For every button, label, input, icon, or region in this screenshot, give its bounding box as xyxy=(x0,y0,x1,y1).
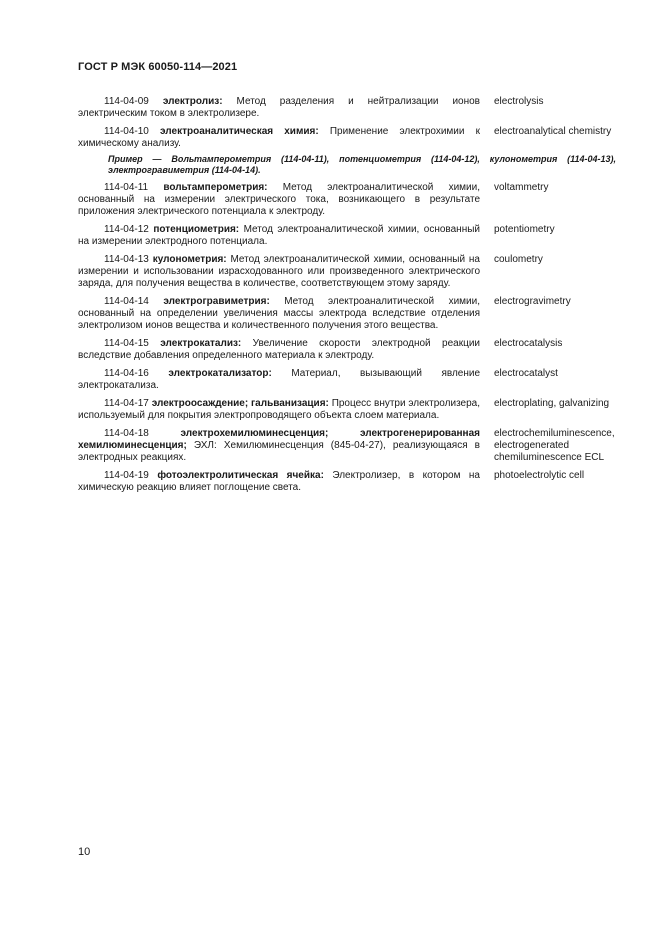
term-number: 114-04-09 xyxy=(104,96,149,107)
term-number: 114-04-13 xyxy=(104,254,149,265)
term-def: Увеличение скорости электродной реакции вследствие добавления определенного материала к электроду. xyxy=(78,338,481,361)
term-definition xyxy=(78,296,480,332)
term-definition xyxy=(78,368,480,392)
english-term: electroplating, galvanizing xyxy=(494,398,610,409)
term-definition xyxy=(78,224,480,248)
term-def: Материал, вызывающий явление электрокатализа. xyxy=(78,368,481,391)
term-number: 114-04-11 xyxy=(104,182,149,193)
term-name: электроаналитическая химия: xyxy=(160,126,319,137)
term-entry-114-04-12 xyxy=(78,224,616,248)
term-definition xyxy=(78,338,480,362)
term-entry-114-04-11 xyxy=(78,182,616,218)
term-number: 114-04-15 xyxy=(104,338,149,349)
english-term: voltammetry xyxy=(494,182,549,193)
example-note: Пример — Вольтамперометрия (114-04-11), потенциометрия (114-04-12), кулонометрия (114-04-13), электрогравиметрия (114-04-14). xyxy=(108,154,616,175)
term-number: 114-04-18 xyxy=(104,428,149,439)
term-def: Процесс внутри электролизера, используемый для покрытия электропроводящего объекта слоем материала. xyxy=(78,398,481,421)
term-entry-114-04-18 xyxy=(78,428,616,464)
english-term: electrochemiluminescence, electrogenerated chemiluminescence ECL xyxy=(494,428,615,463)
english-term: electrocatalysis xyxy=(494,338,563,349)
term-name: электрокатализатор: xyxy=(168,368,272,379)
term-name: электрогравиметрия: xyxy=(163,296,270,307)
term-def: ЭХЛ: Хемилюминесценция (845-04-27), реализующаяся в электродных реакциях. xyxy=(78,440,480,463)
term-name: электролиз: xyxy=(162,96,223,107)
english-term: potentiometry xyxy=(494,224,555,235)
english-term: electrolysis xyxy=(494,96,544,107)
term-definition xyxy=(78,182,480,218)
term-number: 114-04-19 xyxy=(104,470,149,481)
term-def: Метод электроаналитической химии, основанный на измерении и использовании израсходованного или произведенного электрического заряда, для получения вещества в количестве, соответствующем этому заряду. xyxy=(78,254,480,289)
english-term: electrocatalyst xyxy=(494,368,558,379)
term-entry-114-04-09 xyxy=(78,96,616,120)
term-definition xyxy=(78,96,480,120)
term-entry-114-04-14 xyxy=(78,296,616,332)
term-definition xyxy=(78,470,480,494)
term-number: 114-04-16 xyxy=(104,368,149,379)
english-term: photoelectrolytic cell xyxy=(494,470,585,481)
term-definition xyxy=(78,398,480,422)
terms-list xyxy=(78,96,616,500)
term-number: 114-04-12 xyxy=(104,224,149,235)
term-number: 114-04-10 xyxy=(104,126,149,137)
term-entry-114-04-15 xyxy=(78,338,616,362)
term-entry-114-04-16 xyxy=(78,368,616,392)
term-name: кулонометрия: xyxy=(152,254,227,265)
term-definition xyxy=(78,254,480,290)
term-def: Метод разделения и нейтрализации ионов электрическим током в электролизере. xyxy=(78,96,480,119)
term-def: Применение электрохимии к химическому анализу. xyxy=(78,126,481,149)
term-name: фотоэлектролитическая ячейка: xyxy=(157,470,324,481)
term-number: 114-04-14 xyxy=(104,296,149,307)
term-name: вольтамперометрия: xyxy=(163,182,268,193)
term-name: электрохемилюминесценция; электрогенерированная хемилюминесценция; xyxy=(78,428,480,451)
english-term: electroanalytical chemistry xyxy=(494,126,612,137)
page-number: 10 xyxy=(78,846,91,858)
term-def: Метод электроаналитической химии, основанный на измерении электрического тока, возникающего в результате приложения электрического потенциала к электроду. xyxy=(78,182,480,217)
term-def: Электролизер, в котором на химическую реакцию влияет поглощение света. xyxy=(78,470,480,493)
term-entry-114-04-10 xyxy=(78,126,616,150)
english-term: coulometry xyxy=(494,254,543,265)
term-definition xyxy=(78,428,480,464)
term-entry-114-04-19 xyxy=(78,470,616,494)
term-entry-114-04-13 xyxy=(78,254,616,290)
term-name: электрокатализ: xyxy=(160,338,242,349)
term-name: электроосаждение; гальванизация: xyxy=(151,398,329,409)
english-term: electrogravimetry xyxy=(494,296,571,307)
term-name: потенциометрия: xyxy=(153,224,240,235)
term-number: 114-04-17 xyxy=(104,398,149,409)
term-def: Метод электроаналитической химии, основанный на определении увеличения массы электрода вследствие отделения электролизом ионов вещества и количественного получения этого вещества. xyxy=(78,296,481,331)
term-entry-114-04-17 xyxy=(78,398,616,422)
term-def: Метод электроаналитической химии, основанный на измерении электродного потенциала. xyxy=(78,224,480,247)
document-title: ГОСТ Р МЭК 60050-114—2021 xyxy=(78,61,238,73)
term-definition xyxy=(78,126,480,150)
